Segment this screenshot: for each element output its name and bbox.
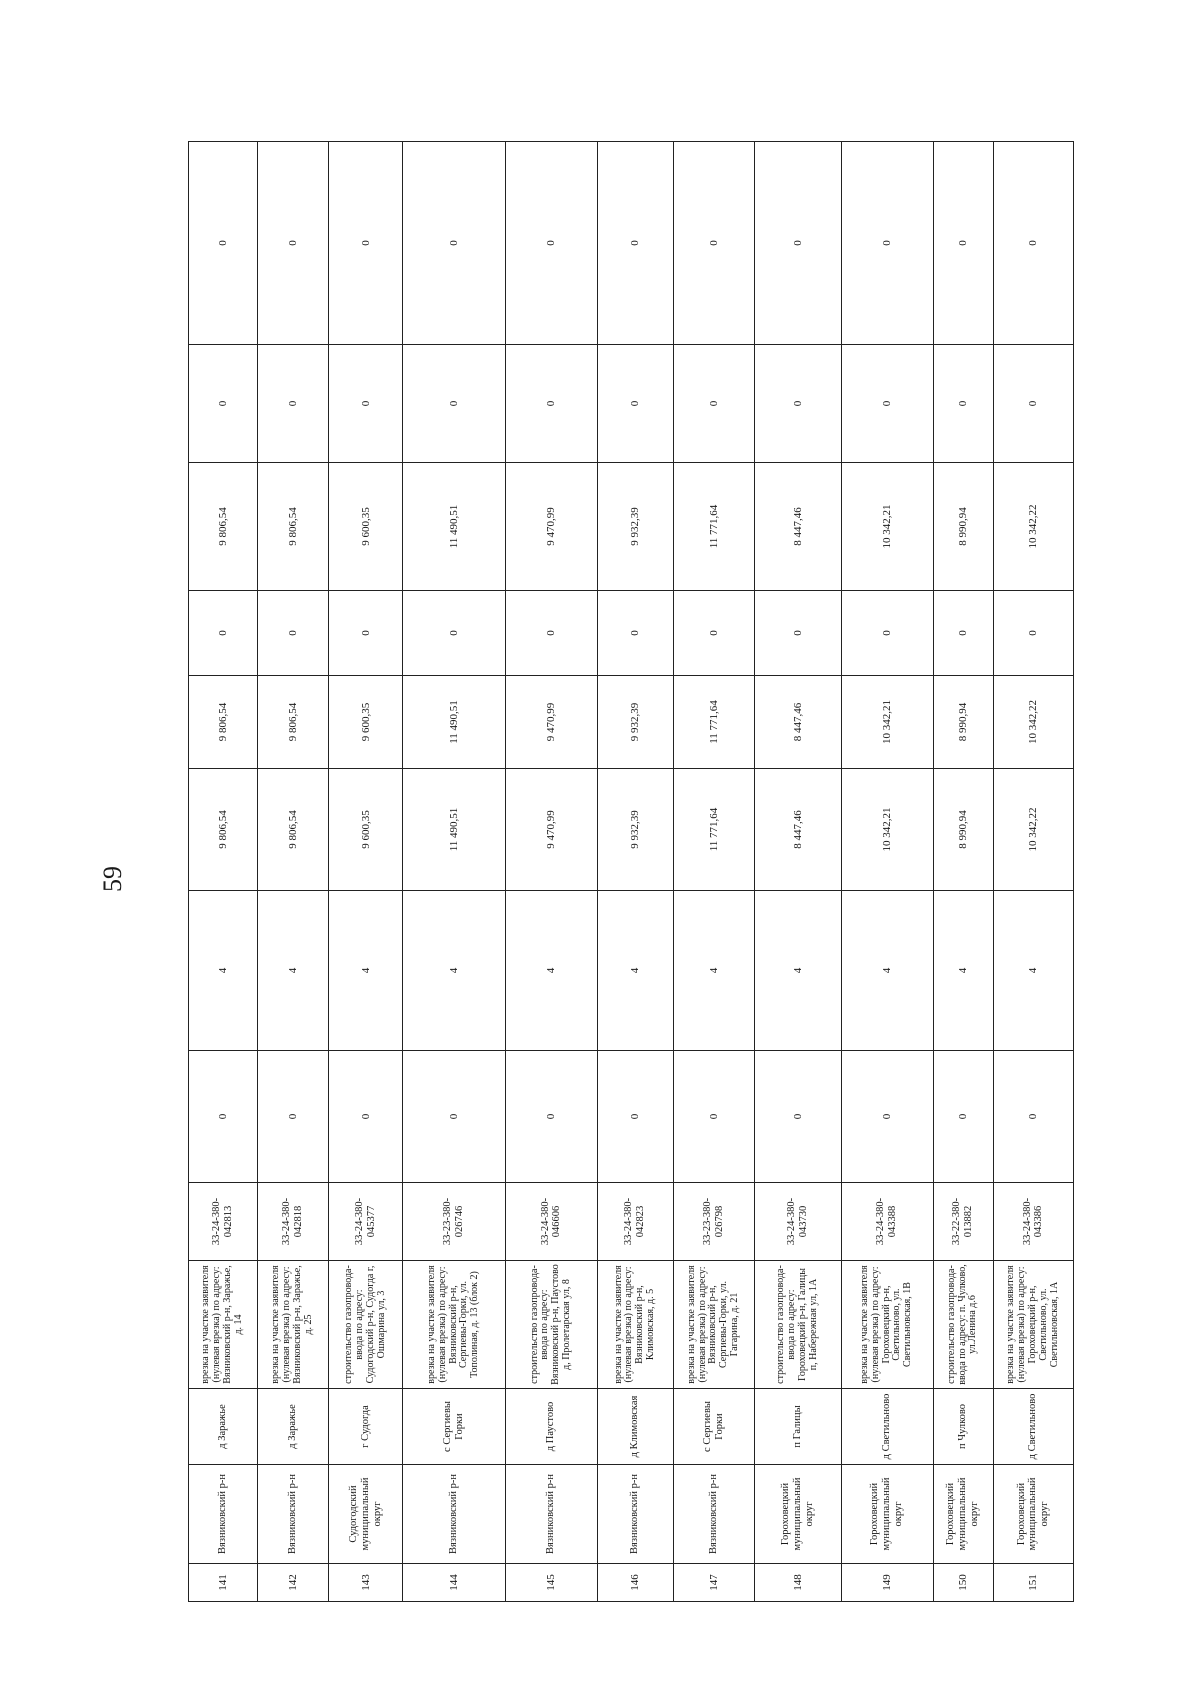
amount-cell: 8 990,94 — [933, 676, 993, 769]
table-row — [755, 142, 842, 1602]
amount-cell: 10 342,21 — [841, 769, 933, 891]
table-row — [189, 142, 258, 1602]
locality-cell: д Заражье — [257, 1389, 329, 1465]
value-cell: 4 — [993, 891, 1073, 1051]
value-cell: 0 — [755, 142, 842, 345]
value-cell: 0 — [329, 591, 403, 676]
value-cell: 0 — [329, 142, 403, 345]
amount-cell: 8 447,46 — [755, 463, 842, 591]
amount-cell: 11 771,64 — [673, 769, 754, 891]
table-row — [841, 142, 933, 1602]
district-cell: Гороховецкий муниципальный округ — [933, 1465, 993, 1564]
description-cell: врезка на участке заявителя (нулевая врезка) по адресу: Вязниковский р-н, Сергиевы-Горки, ул. Тополиная, д. 13 (блок 2) — [403, 1261, 505, 1389]
value-cell: 0 — [403, 591, 505, 676]
table-row — [597, 142, 673, 1602]
value-cell: 4 — [933, 891, 993, 1051]
value-cell: 0 — [933, 591, 993, 676]
value-cell: 0 — [189, 591, 258, 676]
value-cell: 0 — [841, 591, 933, 676]
value-cell: 0 — [673, 345, 754, 463]
amount-cell: 10 342,22 — [993, 769, 1073, 891]
district-cell: Гороховецкий муниципальный округ — [841, 1465, 933, 1564]
row-number: 147 — [673, 1564, 754, 1602]
table-row — [329, 142, 403, 1602]
locality-cell: д Заражье — [189, 1389, 258, 1465]
description-cell: врезка на участке заявителя (нулевая врезка) по адресу: Гороховецкий р-н, Светильново, ул. Светильновская, 1В — [841, 1261, 933, 1389]
value-cell: 0 — [329, 345, 403, 463]
row-number: 142 — [257, 1564, 329, 1602]
amount-cell: 9 600,35 — [329, 463, 403, 591]
cadastral-number-cell: 33-24-380-046606 — [505, 1183, 597, 1261]
description-cell: строительство газопровода-ввода по адресу: Судогодский р-н, Судогда г, Ошмарина ул, 3 — [329, 1261, 403, 1389]
locality-cell: д Паустово — [505, 1389, 597, 1465]
value-cell: 0 — [993, 142, 1073, 345]
amount-cell: 9 806,54 — [189, 769, 258, 891]
locality-cell: с Сергиевы Горки — [673, 1389, 754, 1465]
description-cell: врезка на участке заявителя (нулевая врезка) по адресу: Вязниковский р-н, Сергиевы-Горки, ул. Гагарина, д. 21 — [673, 1261, 754, 1389]
value-cell: 0 — [673, 142, 754, 345]
amount-cell: 11 771,64 — [673, 676, 754, 769]
value-cell: 0 — [189, 1051, 258, 1183]
value-cell: 0 — [505, 142, 597, 345]
amount-cell: 11 490,51 — [403, 769, 505, 891]
amount-cell: 9 806,54 — [257, 676, 329, 769]
value-cell: 0 — [257, 1051, 329, 1183]
value-cell: 0 — [597, 591, 673, 676]
amount-cell: 10 342,21 — [841, 463, 933, 591]
amount-cell: 11 490,51 — [403, 463, 505, 591]
amount-cell: 9 806,54 — [189, 463, 258, 591]
amount-cell: 9 600,35 — [329, 676, 403, 769]
locality-cell: д Светильново — [841, 1389, 933, 1465]
value-cell: 4 — [329, 891, 403, 1051]
table-container — [188, 142, 1074, 1602]
row-number: 143 — [329, 1564, 403, 1602]
amount-cell: 8 990,94 — [933, 769, 993, 891]
page-number: 59 — [98, 866, 127, 892]
cadastral-number-cell: 33-24-380-043386 — [993, 1183, 1073, 1261]
cadastral-number-cell: 33-24-380-042818 — [257, 1183, 329, 1261]
table-row — [403, 142, 505, 1602]
value-cell: 0 — [189, 142, 258, 345]
cadastral-number-cell: 33-23-380-026798 — [673, 1183, 754, 1261]
cadastral-number-cell: 33-24-380-043388 — [841, 1183, 933, 1261]
value-cell: 0 — [505, 345, 597, 463]
amount-cell: 10 342,21 — [841, 676, 933, 769]
value-cell: 0 — [841, 1051, 933, 1183]
value-cell: 0 — [755, 345, 842, 463]
row-number: 149 — [841, 1564, 933, 1602]
locality-cell: г Судогда — [329, 1389, 403, 1465]
description-cell: врезка на участке заявителя (нулевая врезка) по адресу: Гороховецкий р-н, Светильново, ул. Светильновская, 1А — [993, 1261, 1073, 1389]
value-cell: 0 — [329, 1051, 403, 1183]
locality-cell: д Климовская — [597, 1389, 673, 1465]
description-cell: строительство газопровода-ввода по адресу: Гороховецкий р-н, Галицы п, Набережная ул, 1А — [755, 1261, 842, 1389]
row-number: 145 — [505, 1564, 597, 1602]
district-cell: Гороховецкий муниципальный округ — [755, 1465, 842, 1564]
row-number: 141 — [189, 1564, 258, 1602]
value-cell: 0 — [933, 142, 993, 345]
value-cell: 0 — [257, 142, 329, 345]
value-cell: 4 — [505, 891, 597, 1051]
row-number: 148 — [755, 1564, 842, 1602]
value-cell: 4 — [257, 891, 329, 1051]
amount-cell: 9 600,35 — [329, 769, 403, 891]
value-cell: 4 — [841, 891, 933, 1051]
value-cell: 0 — [841, 142, 933, 345]
value-cell: 4 — [755, 891, 842, 1051]
amount-cell: 9 470,99 — [505, 676, 597, 769]
value-cell: 0 — [189, 345, 258, 463]
value-cell: 0 — [673, 591, 754, 676]
value-cell: 4 — [189, 891, 258, 1051]
value-cell: 0 — [933, 1051, 993, 1183]
value-cell: 4 — [673, 891, 754, 1051]
value-cell: 0 — [597, 142, 673, 345]
amount-cell: 9 470,99 — [505, 769, 597, 891]
district-cell: Вязниковский р-н — [673, 1465, 754, 1564]
amount-cell: 9 806,54 — [257, 463, 329, 591]
table-row — [505, 142, 597, 1602]
cadastral-number-cell: 33-24-380-045377 — [329, 1183, 403, 1261]
amount-cell: 11 490,51 — [403, 676, 505, 769]
cadastral-number-cell: 33-24-380-043730 — [755, 1183, 842, 1261]
district-cell: Вязниковский р-н — [597, 1465, 673, 1564]
value-cell: 0 — [993, 345, 1073, 463]
amount-cell: 11 771,64 — [673, 463, 754, 591]
district-cell: Вязниковский р-н — [189, 1465, 258, 1564]
locality-cell: п Чулково — [933, 1389, 993, 1465]
value-cell: 0 — [993, 591, 1073, 676]
amount-cell: 10 342,22 — [993, 463, 1073, 591]
table-row — [993, 142, 1073, 1602]
amount-cell: 9 806,54 — [257, 769, 329, 891]
value-cell: 0 — [755, 1051, 842, 1183]
description-cell: врезка на участке заявителя (нулевая врезка) по адресу: Вязниковский р-н, Заражье, д. 14 — [189, 1261, 258, 1389]
amount-cell: 10 342,22 — [993, 676, 1073, 769]
table-row — [673, 142, 754, 1602]
amount-cell: 8 447,46 — [755, 769, 842, 891]
value-cell: 0 — [403, 1051, 505, 1183]
amount-cell: 9 470,99 — [505, 463, 597, 591]
value-cell: 0 — [673, 1051, 754, 1183]
cadastral-number-cell: 33-22-380-013882 — [933, 1183, 993, 1261]
row-number: 144 — [403, 1564, 505, 1602]
value-cell: 0 — [597, 345, 673, 463]
row-number: 150 — [933, 1564, 993, 1602]
district-cell: Вязниковский р-н — [257, 1465, 329, 1564]
value-cell: 0 — [257, 345, 329, 463]
amount-cell: 9 806,54 — [189, 676, 258, 769]
cadastral-number-cell: 33-24-380-042823 — [597, 1183, 673, 1261]
amount-cell: 9 932,39 — [597, 769, 673, 891]
value-cell: 0 — [403, 345, 505, 463]
value-cell: 0 — [257, 591, 329, 676]
value-cell: 0 — [933, 345, 993, 463]
district-cell: Вязниковский р-н — [403, 1465, 505, 1564]
description-cell: строительство газопровода-ввода по адресу: Вязниковский р-н, Паустово д, Пролетарская ул, 8 — [505, 1261, 597, 1389]
description-cell: врезка на участке заявителя (нулевая врезка) по адресу: Вязниковский р-н, Климовская, д. 5 — [597, 1261, 673, 1389]
district-cell: Судогодский муниципальный округ — [329, 1465, 403, 1564]
row-number: 151 — [993, 1564, 1073, 1602]
register-table — [188, 141, 1074, 1602]
value-cell: 0 — [841, 345, 933, 463]
amount-cell: 8 447,46 — [755, 676, 842, 769]
locality-cell: п Галицы — [755, 1389, 842, 1465]
value-cell: 0 — [597, 1051, 673, 1183]
cadastral-number-cell: 33-23-380-026746 — [403, 1183, 505, 1261]
value-cell: 0 — [505, 591, 597, 676]
amount-cell: 9 932,39 — [597, 463, 673, 591]
value-cell: 0 — [993, 1051, 1073, 1183]
cadastral-number-cell: 33-24-380-042813 — [189, 1183, 258, 1261]
amount-cell: 9 932,39 — [597, 676, 673, 769]
district-cell: Вязниковский р-н — [505, 1465, 597, 1564]
description-cell: строительство газопровода-ввода по адресу: п. Чулково, ул.Ленина д.6 — [933, 1261, 993, 1389]
description-cell: врезка на участке заявителя (нулевая врезка) по адресу: Вязниковский р-н, Заражье, д. 25 — [257, 1261, 329, 1389]
row-number: 146 — [597, 1564, 673, 1602]
value-cell: 0 — [755, 591, 842, 676]
value-cell: 0 — [505, 1051, 597, 1183]
district-cell: Гороховецкий муниципальный округ — [993, 1465, 1073, 1564]
locality-cell: с Сергиевы Горки — [403, 1389, 505, 1465]
table-row — [933, 142, 993, 1602]
table-row — [257, 142, 329, 1602]
value-cell: 4 — [597, 891, 673, 1051]
amount-cell: 8 990,94 — [933, 463, 993, 591]
value-cell: 4 — [403, 891, 505, 1051]
locality-cell: д Светильново — [993, 1389, 1073, 1465]
value-cell: 0 — [403, 142, 505, 345]
